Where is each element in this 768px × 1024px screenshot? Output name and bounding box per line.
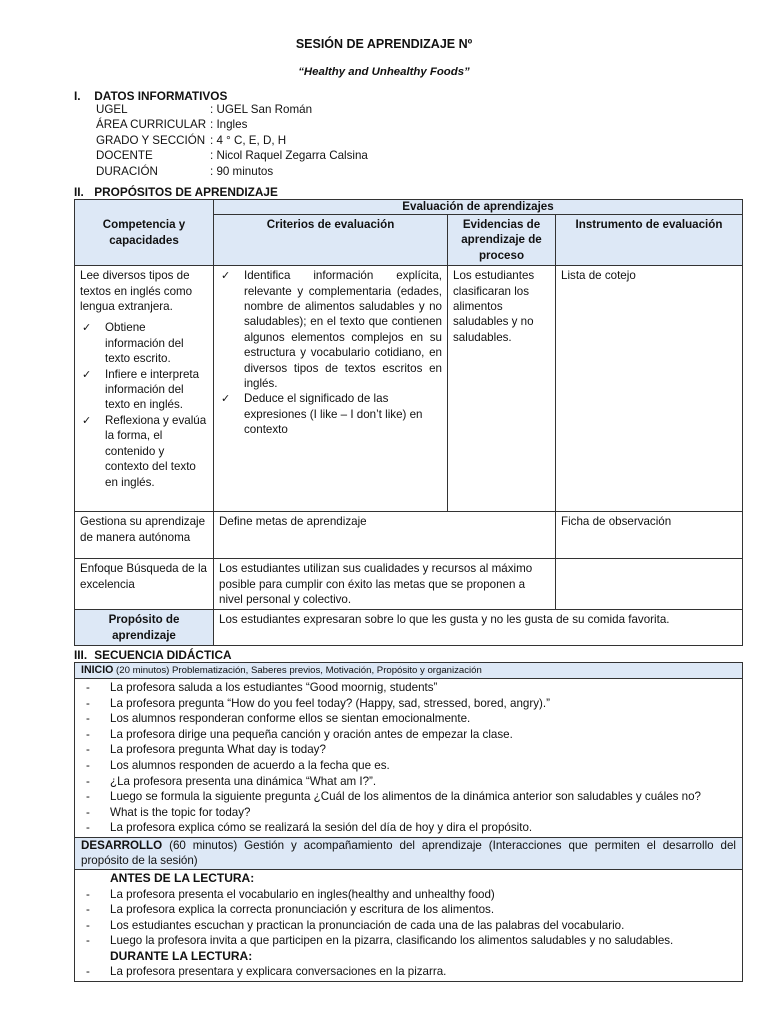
info-row-duracion — [96, 164, 368, 179]
inicio-body — [75, 679, 743, 838]
section-3-heading — [74, 648, 231, 662]
list-item: - La profesora presentara y explicara conversaciones en la pizarra. — [81, 964, 736, 980]
section-1-title: DATOS INFORMATIVOS — [94, 89, 228, 103]
inicio-title: INICIO — [81, 664, 114, 676]
info-label: GRADO Y SECCIÓN — [96, 133, 206, 147]
header-evidencias: Evidencias de aprendizaje de proceso — [448, 215, 556, 266]
self-management-cell: Gestiona su aprendizaje de manera autónoma — [75, 512, 214, 559]
info-label: DURACIÓN — [96, 164, 158, 178]
list-item: - La profesora explica cómo se realizará la sesión del día de hoy y dira el propósito. — [81, 820, 736, 836]
info-value: : 90 minutos — [210, 164, 274, 178]
list-item: - Los estudiantes escuchan y practican la pronunciación de cada una de las palabras del vocabulario. — [81, 918, 736, 934]
section-2-heading — [74, 185, 278, 199]
info-block — [96, 102, 368, 179]
info-value: : 4 ° C, E, D, H — [210, 133, 287, 147]
info-row-docente — [96, 148, 368, 163]
inicio-detail: (20 minutos) Problematización, Saberes previos, Motivación, Propósito y organización — [116, 665, 482, 676]
evidence-cell: Los estudiantes clasificaran los alimentos saludables y no saludables. — [448, 266, 556, 512]
header-criterios: Criterios de evaluación — [214, 215, 448, 266]
purpose-label-cell: Propósito de aprendizaje — [75, 610, 214, 646]
capacity-item: ✓ Reflexiona y evalúa la forma, el contenido y contexto del texto en inglés. — [80, 413, 208, 490]
purposes-table — [74, 199, 743, 646]
info-value: : Nicol Raquel Zegarra Calsina — [210, 149, 368, 163]
list-item: - Luego la profesora invita a que participen en la pizarra, clasificando los alimentos saludables y no saludables. — [81, 933, 736, 949]
inicio-list — [81, 680, 736, 836]
list-item: - La profesora presenta el vocabulario en ingles(healthy and unhealthy food) — [81, 887, 736, 903]
desarrollo-detail: (60 minutos) Gestión y acompañamiento del aprendizaje (Interacciones que permiten el desarrollo del propósito de la sesión) — [81, 838, 736, 867]
antes-heading: ANTES DE LA LECTURA: — [110, 871, 255, 886]
inicio-header — [75, 663, 743, 679]
criteria-list — [219, 268, 442, 437]
capacity-list — [80, 320, 208, 489]
header-evaluacion: Evaluación de aprendizajes — [214, 200, 743, 215]
info-label: ÁREA CURRICULAR — [96, 118, 207, 132]
session-subtitle: “Healthy and Unhealthy Foods” — [298, 66, 470, 78]
list-item: - Los alumnos responden de acuerdo a la fecha que es. — [81, 758, 736, 774]
list-item: - Luego se formula la siguiente pregunta ¿Cuál de los alimentos de la dinámica anterior son saludables y cuáles no? — [81, 789, 736, 805]
info-label: DOCENTE — [96, 149, 153, 163]
info-row-area — [96, 117, 368, 132]
list-item: - La profesora dirige una pequeña canción y oración antes de empezar la clase. — [81, 727, 736, 743]
goals-cell: Define metas de aprendizaje — [214, 512, 556, 559]
instrument-cell: Lista de cotejo — [556, 266, 743, 512]
info-value: : Ingles — [210, 118, 248, 132]
criteria-cell — [214, 266, 448, 512]
section-2-number: II. — [74, 185, 84, 199]
criteria-item: ✓ Identifica información explícita, relevante y complementaria (edades, nombre de alimentos saludables y no saludables); en el texto que contienen algunos elementos complejos en su estructura y vocabulario cotidiano, en diversos tipos de textos escritos en inglés. — [219, 268, 442, 391]
criteria-item: ✓ Deduce el significado de las expresiones (I like – I don’t like) en contexto — [219, 391, 442, 437]
section-3-title: SECUENCIA DIDÁCTICA — [94, 648, 232, 662]
list-item: - ¿La profesora presenta una dinámica “What am I?”. — [81, 774, 736, 790]
desarrollo-body — [75, 870, 743, 982]
competency-intro: Lee diversos tipos de textos en inglés como lengua extranjera. — [80, 269, 193, 314]
info-row-grado — [96, 133, 368, 148]
desarrollo-title: DESARROLLO — [81, 838, 163, 852]
header-competencia: Competencia y capacidades — [75, 200, 214, 266]
info-row-ugel — [96, 102, 368, 117]
didactic-sequence-table — [74, 662, 743, 982]
header-instrumento: Instrumento de evaluación — [556, 215, 743, 266]
purpose-text-cell: Los estudiantes expresaran sobre lo que les gusta y no les gusta de su comida favorita. — [214, 610, 743, 646]
section-1-number: I. — [74, 89, 81, 103]
info-label: UGEL — [96, 103, 128, 116]
list-item: - La profesora pregunta “How do you feel today? (Happy, sad, stressed, bored, angry).” — [81, 696, 736, 712]
capacity-item: ✓ Infiere e interpreta información del texto en inglés. — [80, 367, 208, 413]
list-item: - What is the topic for today? — [81, 805, 736, 821]
competency-cell — [75, 266, 214, 512]
section-2-title: PROPÓSITOS DE APRENDIZAJE — [94, 185, 278, 199]
section-1-heading — [74, 89, 227, 103]
list-item: - La profesora saluda a los estudiantes “Good moornig, students” — [81, 680, 736, 696]
antes-list — [81, 887, 736, 949]
approach-cell: Enfoque Búsqueda de la excelencia — [75, 559, 214, 610]
observation-cell: Ficha de observación — [556, 512, 743, 559]
list-item: - Los alumnos responderan conforme ellos se sientan emocionalmente. — [81, 711, 736, 727]
desarrollo-header — [75, 837, 743, 869]
list-item: - La profesora explica la correcta pronunciación y escritura de los alimentos. — [81, 902, 736, 918]
durante-heading: DURANTE LA LECTURA: — [110, 948, 253, 963]
info-value: : UGEL San Román — [210, 103, 313, 116]
approach-empty-cell — [556, 559, 743, 610]
approach-text-cell: Los estudiantes utilizan sus cualidades y recursos al máximo posible para cumplir con éxito las metas que se proponen a nivel personal y colectivo. — [214, 559, 556, 610]
section-3-number: III. — [74, 648, 88, 662]
capacity-item: ✓ Obtiene información del texto escrito. — [80, 320, 208, 366]
session-title: SESIÓN DE APRENDIZAJE Nº — [295, 37, 473, 51]
durante-list — [81, 964, 736, 980]
list-item: - La profesora pregunta What day is today? — [81, 742, 736, 758]
